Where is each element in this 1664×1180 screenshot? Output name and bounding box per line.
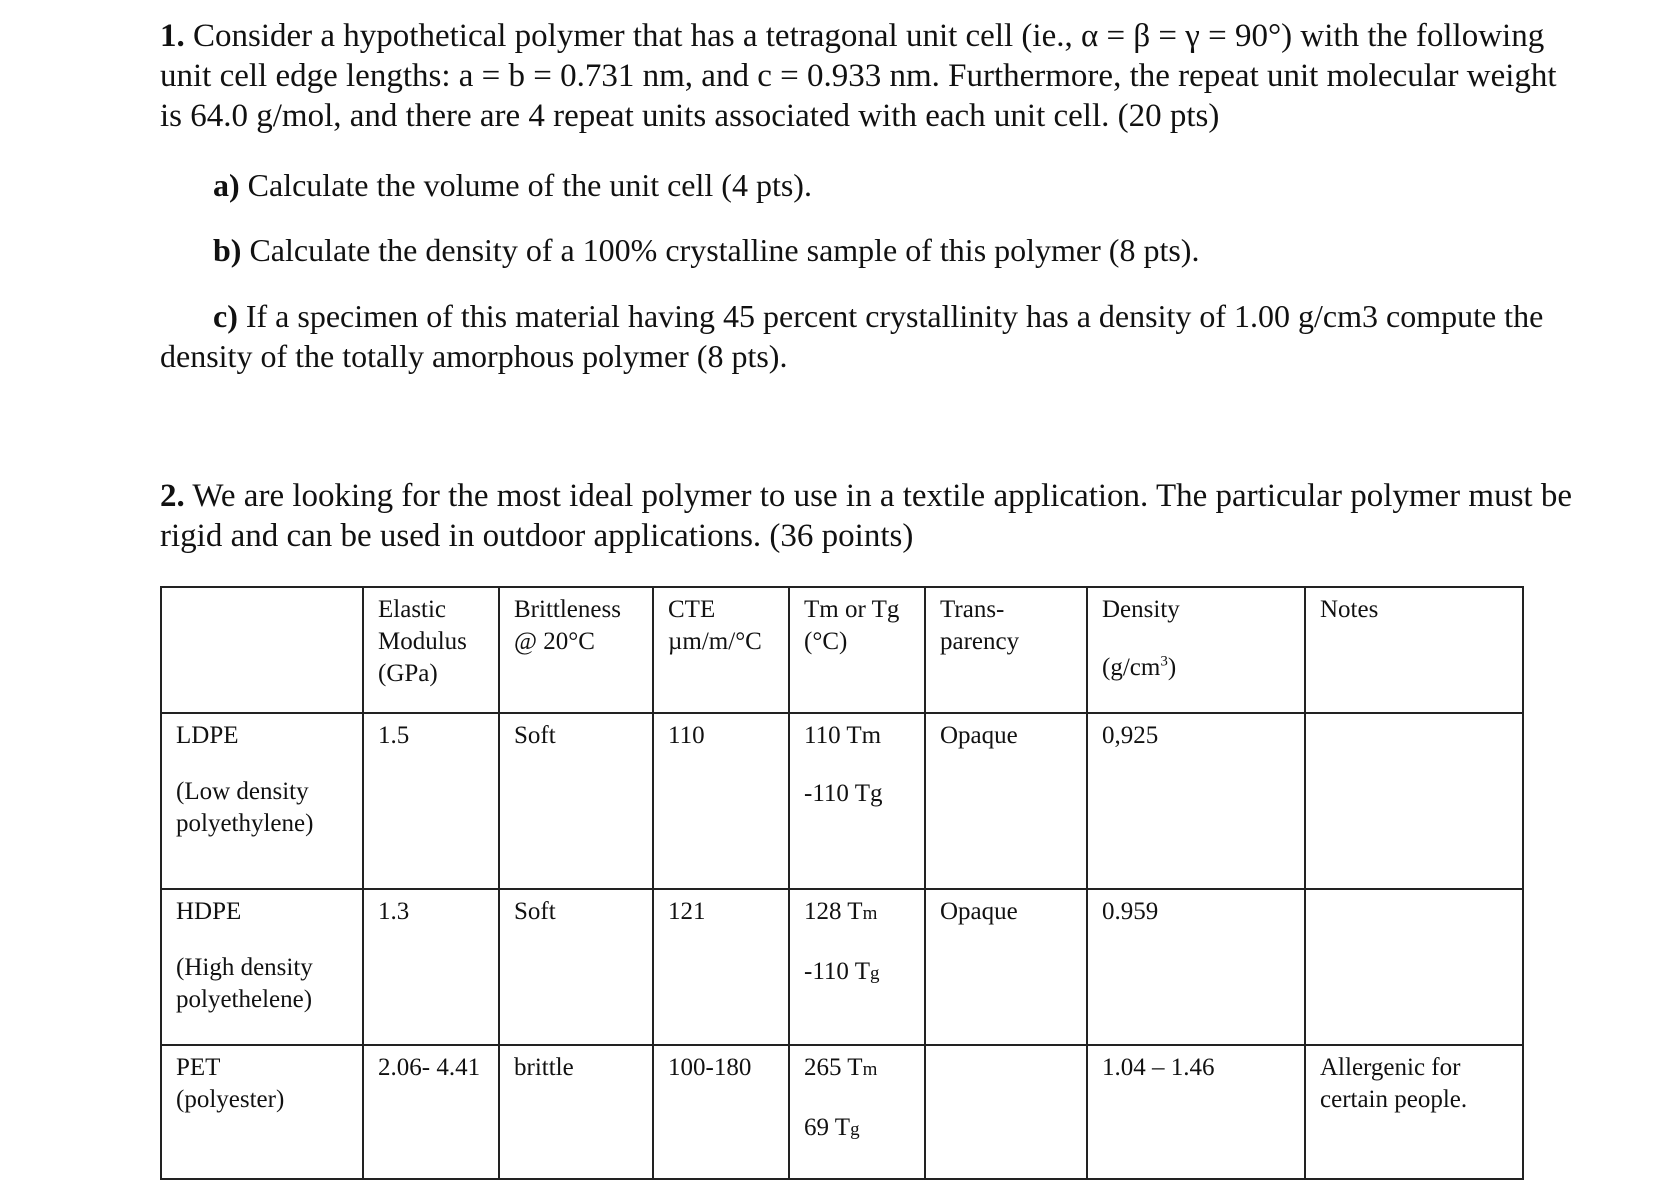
density-cell: 0,925: [1087, 713, 1305, 889]
question-2: [160, 476, 1580, 556]
question-1c-text: If a specimen of this material having 45 percent crystallinity has a density of 1.00 g/cm3 compute the density of the totally amorphous polymer (8 pts).: [160, 298, 1544, 374]
modulus-cell: 1.3: [363, 889, 499, 1045]
polymer-name-cell: [161, 1045, 363, 1179]
table-row: [161, 1045, 1523, 1179]
brittleness-cell: Soft: [499, 713, 653, 889]
tg-value: 69 Tg: [804, 1114, 860, 1141]
question-1-number: 1.: [160, 18, 185, 54]
polymer-full-name: (polyester): [176, 1086, 285, 1113]
brittleness-cell: Soft: [499, 889, 653, 1045]
polymer-name-cell: [161, 889, 363, 1045]
cte-cell: 100-180: [653, 1045, 789, 1179]
tm-tg-cell: [789, 713, 925, 889]
header-brittleness: Brittleness @ 20°C: [499, 587, 653, 713]
cte-cell: 110: [653, 713, 789, 889]
notes-cell: Allergenic for certain people.: [1305, 1045, 1523, 1179]
question-1a-text: Calculate the volume of the unit cell (4 pts).: [239, 167, 812, 203]
tm-tg-cell: [789, 889, 925, 1045]
cte-cell: 121: [653, 889, 789, 1045]
density-cell: 1.04 – 1.46: [1087, 1045, 1305, 1179]
polymer-full-name: (High density polyethelene): [176, 954, 313, 1013]
question-2-text: We are looking for the most ideal polymer to use in a textile application. The particular polymer must be rigid and can be used in outdoor applications. (36 points): [160, 478, 1572, 554]
question-1c-label: c): [213, 298, 238, 334]
question-1-text: Consider a hypothetical polymer that has a tetragonal unit cell (ie., α = β = γ = 90°) with the following unit cell edge lengths: a = b = 0.731 nm, and c = 0.933 nm. Furthermore, the repeat unit molecular weight is 64.0 g/mol, and there are 4 repeat units associated with each unit cell. (20 pts): [160, 18, 1557, 134]
notes-cell: [1305, 889, 1523, 1045]
tm-tg-cell: [789, 1045, 925, 1179]
header-transparency: Trans- parency: [925, 587, 1087, 713]
table-header-row: [161, 587, 1523, 713]
polymer-name-cell: [161, 713, 363, 889]
header-cte: CTE µm/m/°C: [653, 587, 789, 713]
header-density-label: Density: [1102, 596, 1180, 623]
polymer-abbrev: PET: [176, 1054, 221, 1081]
question-1: [160, 16, 1580, 136]
question-1a: [213, 165, 812, 205]
modulus-cell: 2.06- 4.41: [363, 1045, 499, 1179]
transparency-cell: [925, 1045, 1087, 1179]
header-density-unit: $(g/cm^3)$: [1102, 653, 1177, 681]
tg-value: -110 Tg: [804, 780, 883, 807]
header-empty-cell: [161, 587, 363, 713]
notes-cell: [1305, 713, 1523, 889]
question-2-number: 2.: [160, 478, 185, 514]
tm-value: 110 Tm: [804, 722, 882, 749]
table-row: [161, 889, 1523, 1045]
header-notes: Notes: [1305, 587, 1523, 713]
question-1a-label: a): [213, 167, 240, 203]
tm-value: 128 Tm: [804, 898, 878, 925]
polymer-abbrev: LDPE: [176, 722, 239, 749]
question-1c: [160, 296, 1580, 376]
brittleness-cell: brittle: [499, 1045, 653, 1179]
header-density: [1087, 587, 1305, 713]
header-modulus: Elastic Modulus (GPa): [363, 587, 499, 713]
question-1b-label: b): [213, 232, 242, 268]
polymer-abbrev: HDPE: [176, 898, 242, 925]
table-row: [161, 713, 1523, 889]
question-1b: [213, 230, 1199, 270]
question-1b-text: Calculate the density of a 100% crystalline sample of this polymer (8 pts).: [241, 232, 1200, 268]
polymer-properties-table: [160, 586, 1524, 1180]
density-cell: 0.959: [1087, 889, 1305, 1045]
tm-value: 265 Tm: [804, 1054, 878, 1081]
polymer-full-name: (Low density polyethylene): [176, 778, 314, 837]
transparency-cell: Opaque: [925, 889, 1087, 1045]
modulus-cell: 1.5: [363, 713, 499, 889]
header-tm-tg: Tm or Tg (°C): [789, 587, 925, 713]
tg-value: -110 Tg: [804, 958, 880, 985]
transparency-cell: Opaque: [925, 713, 1087, 889]
